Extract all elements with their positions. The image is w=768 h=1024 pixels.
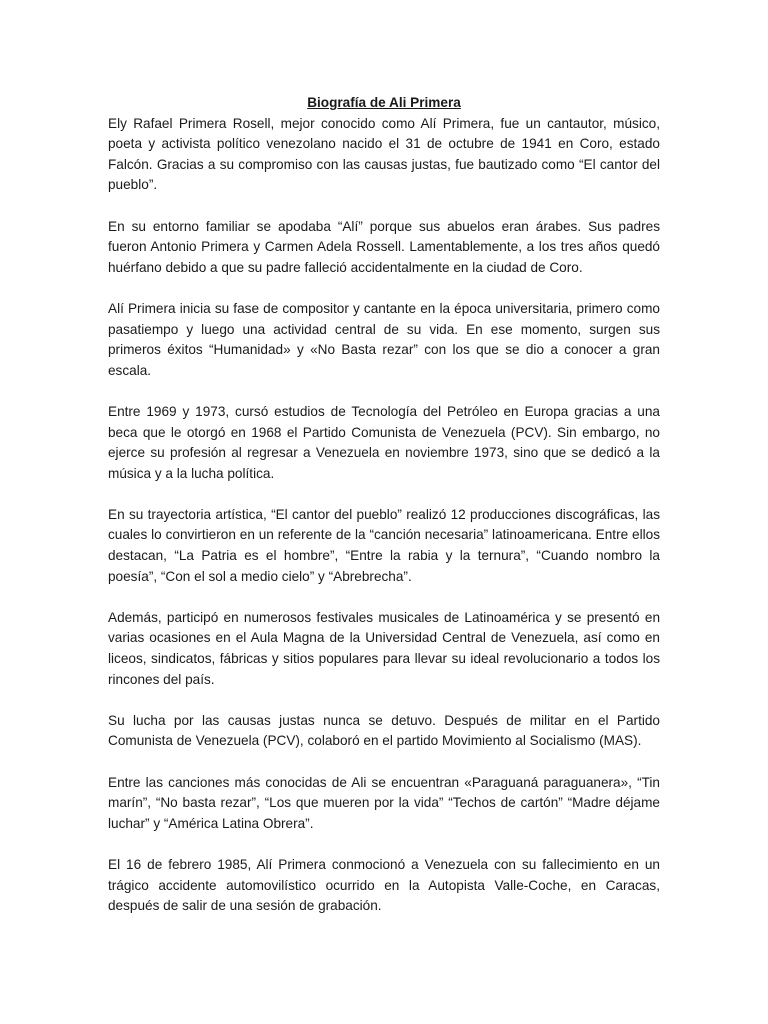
paragraph-politics: Su lucha por las causas justas nunca se detuvo. Después de militar en el Partido Comunista de Venezuela (PCV), colaboró en el partido Movimiento al Socialismo (MAS). [108, 712, 660, 749]
paragraph-festivals: Además, participó en numerosos festivales musicales de Latinoamérica y se presentó en varias ocasiones en el Aula Magna de la Universidad Central de Venezuela, así como en liceos, sindicatos, fábricas y sitios populares para llevar su ideal revolucionario a todos los rincones del país. [108, 609, 660, 687]
paragraph-intro: Ely Rafael Primera Rosell, mejor conocido como Alí Primera, fue un cantautor, músico, poeta y activista político venezolano nacido el 31 de octubre de 1941 en Coro, estado Falcón. Gracias a su compromiso con las causas justas, fue bautizado como “El cantor del pueblo”. [108, 115, 660, 193]
document-title: Biografía de Ali Primera [307, 95, 461, 110]
paragraph-discography: En su trayectoria artística, “El cantor del pueblo” realizó 12 producciones discográficas, las cuales lo convirtieron en un referente de la “canción necesaria” latinoamericana. Entre ellos destacan, “La Patria es el hombre”, “Entre la rabia y la ternura”, “Cuando nombro la poesía”, “Con el sol a medio cielo” y “Abrebrecha”. [108, 506, 660, 584]
paragraph-songs: Entre las canciones más conocidas de Ali se encuentran «Paraguaná paraguanera», “Tin marín”, “No basta rezar”, “Los que mueren por la vida” “Techos de cartón” “Madre déjame luchar” y “América Latina Obrera”. [108, 774, 660, 831]
paragraph-death: El 16 de febrero 1985, Alí Primera conmocionó a Venezuela con su fallecimiento en un trágico accidente automovilístico ocurrido en la Autopista Valle-Coche, en Caracas, después de salir de una sesión de grabación. [108, 856, 660, 914]
document-body [108, 93, 660, 937]
paragraph-family: En su entorno familiar se apodaba “Alí” porque sus abuelos eran árabes. Sus padres fueron Antonio Primera y Carmen Adela Rossell. Lamentablemente, a los tres años quedó huérfano debido a que su padre falleció accidentalmente en la ciudad de Coro. [108, 218, 660, 275]
paragraph-studies: Entre 1969 y 1973, cursó estudios de Tecnología del Petróleo en Europa gracias a una beca que le otorgó en 1968 el Partido Comunista de Venezuela (PCV). Sin embargo, no ejerce su profesión al regresar a Venezuela en noviembre 1973, sino que se dedicó a la música y a la lucha política. [108, 403, 660, 481]
paragraph-early-career: Alí Primera inicia su fase de compositor y cantante en la época universitaria, primero como pasatiempo y luego una actividad central de su vida. En ese momento, surgen sus primeros éxitos “Humanidad» y «No Basta rezar” con los que se dio a conocer a gran escala. [108, 300, 660, 378]
